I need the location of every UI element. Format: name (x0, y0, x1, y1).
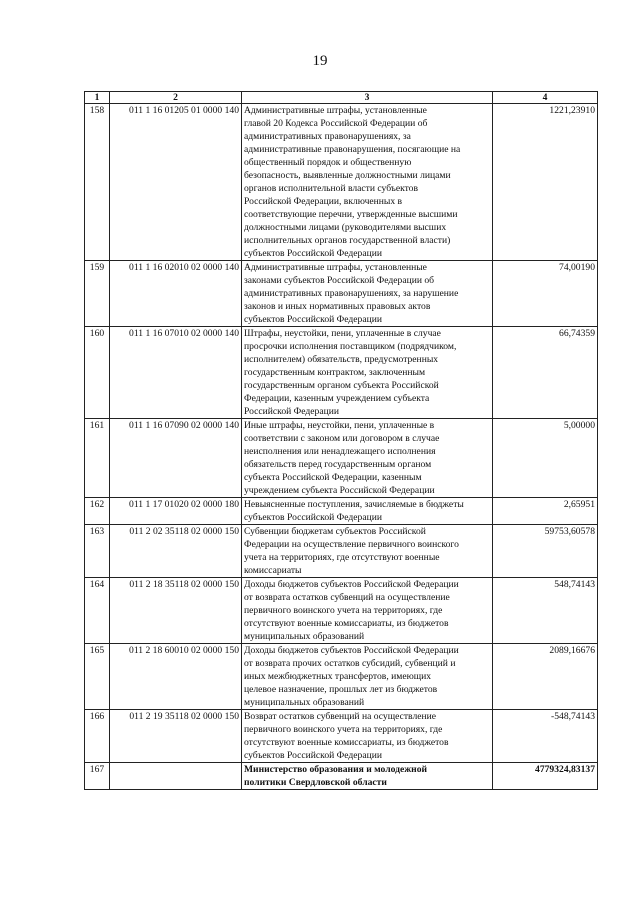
budget-code: 011 1 16 07010 02 0000 140 (110, 327, 242, 419)
description-line: исполнительных органов государственной власти) (244, 235, 451, 246)
description-line: неисполнения или ненадлежащего исполнения (244, 446, 436, 457)
description-line: Российской Федерации (244, 406, 339, 417)
description-line: должностными лицами (руководителями высших (244, 222, 447, 233)
table-body (85, 104, 598, 790)
description-line: комиссариаты (244, 565, 302, 576)
page-number: 19 (312, 53, 328, 69)
description-line: законами субъектов Российской Федерации об (244, 275, 435, 286)
amount: 66,74359 (493, 327, 598, 419)
table-row (85, 261, 598, 327)
amount: 74,00190 (493, 261, 598, 327)
row-number: 160 (85, 327, 110, 419)
income-description (242, 644, 493, 710)
row-number: 159 (85, 261, 110, 327)
column-header-1: 1 (85, 92, 110, 104)
description-line: от возврата прочих остатков субсидий, субвенций и (244, 658, 456, 669)
description-line: законов и иных нормативных правовых актов (244, 301, 431, 312)
table-row (85, 578, 598, 644)
description-line: муниципальных образований (244, 697, 365, 708)
description-line: обязательств перед государственным органом (244, 459, 432, 470)
description-line: административных правонарушениях, за (244, 131, 411, 142)
description-line: исполнителем) обязательств, предусмотренных (244, 354, 439, 365)
description-line: Административные штрафы, установленные (244, 105, 427, 116)
amount: 59753,60578 (493, 525, 598, 578)
income-description (242, 104, 493, 261)
column-header-2: 2 (110, 92, 242, 104)
table-row (85, 498, 598, 525)
description-line: Российской Федерации, включенных в (244, 196, 403, 207)
table-header-row (85, 92, 598, 104)
row-number: 158 (85, 104, 110, 261)
description-line: целевое назначение, прошлых лет из бюджетов (244, 684, 438, 695)
income-description (242, 763, 493, 790)
description-line: учреждением субъекта Российской Федерации (244, 485, 435, 496)
description-line: органов исполнительной власти субъектов (244, 183, 418, 194)
description-line: субъектов Российской Федерации (244, 512, 382, 523)
description-line: первичного воинского учета на территориях, где (244, 605, 443, 616)
table-row (85, 763, 598, 790)
budget-code: 011 1 16 07090 02 0000 140 (110, 419, 242, 498)
description-line: государственным органом субъекта Российской (244, 380, 439, 391)
amount: 5,00000 (493, 419, 598, 498)
income-description (242, 578, 493, 644)
column-header-3: 3 (242, 92, 493, 104)
row-number: 167 (85, 763, 110, 790)
table-row (85, 644, 598, 710)
row-number: 166 (85, 710, 110, 763)
description-line: субъектов Российской Федерации (244, 248, 382, 259)
description-line: отсутствуют военные комиссариаты, из бюджетов (244, 737, 449, 748)
row-number: 162 (85, 498, 110, 525)
row-number: 163 (85, 525, 110, 578)
income-description (242, 710, 493, 763)
table-row (85, 419, 598, 498)
budget-code: 011 2 02 35118 02 0000 150 (110, 525, 242, 578)
description-line: соответствии с законом или договором в случае (244, 433, 440, 444)
description-line: субъектов Российской Федерации (244, 750, 382, 761)
amount: -548,74143 (493, 710, 598, 763)
table-row (85, 710, 598, 763)
description-line: Доходы бюджетов субъектов Российской Федерации (244, 579, 459, 590)
row-number: 164 (85, 578, 110, 644)
budget-code (110, 763, 242, 790)
description-line: Административные штрафы, установленные (244, 262, 427, 273)
description-line: отсутствуют военные комиссариаты, из бюджетов (244, 618, 449, 629)
budget-code: 011 1 16 02010 02 0000 140 (110, 261, 242, 327)
description-line: Федерации на осуществление первичного воинского (244, 539, 459, 550)
budget-code: 011 2 18 35118 02 0000 150 (110, 578, 242, 644)
description-line: иных межбюджетных трансфертов, имеющих (244, 671, 432, 682)
table-row (85, 525, 598, 578)
row-number: 165 (85, 644, 110, 710)
description-line: от возврата остатков субвенций на осуществление (244, 592, 450, 603)
table-row (85, 104, 598, 261)
description-line: просрочки исполнения поставщиком (подрядчиком, (244, 341, 457, 352)
budget-code: 011 1 16 01205 01 0000 140 (110, 104, 242, 261)
description-line: административных правонарушениях, за нарушение (244, 288, 459, 299)
description-line: безопасность, выявленные должностными лицами (244, 170, 451, 181)
amount: 1221,23910 (493, 104, 598, 261)
income-description (242, 498, 493, 525)
amount: 2,65951 (493, 498, 598, 525)
description-line: Доходы бюджетов субъектов Российской Федерации (244, 645, 459, 656)
income-description (242, 261, 493, 327)
description-line: субъектов Российской Федерации (244, 314, 382, 325)
description-line: Субвенции бюджетам субъектов Российской (244, 526, 426, 537)
budget-code: 011 2 19 35118 02 0000 150 (110, 710, 242, 763)
income-description (242, 525, 493, 578)
budget-income-table (84, 91, 598, 790)
amount: 4779324,83137 (493, 763, 598, 790)
column-header-4: 4 (493, 92, 598, 104)
description-line: административные правонарушения, посягающие на (244, 144, 461, 155)
amount: 548,74143 (493, 578, 598, 644)
budget-code: 011 2 18 60010 02 0000 150 (110, 644, 242, 710)
description-line: государственным контрактом, заключенным (244, 367, 426, 378)
table-row (85, 327, 598, 419)
description-line: первичного воинского учета на территориях, где (244, 724, 443, 735)
description-line: учета на территориях, где отсутствуют военные (244, 552, 440, 563)
description-line: главой 20 Кодекса Российской Федерации об (244, 118, 428, 129)
description-line: Министерство образования и молодежной (244, 764, 428, 775)
description-line: Возврат остатков субвенций на осуществление (244, 711, 437, 722)
income-description (242, 327, 493, 419)
row-number: 161 (85, 419, 110, 498)
description-line: соответствующие перечни, утвержденные высшими (244, 209, 458, 220)
budget-code: 011 1 17 01020 02 0000 180 (110, 498, 242, 525)
description-line: Штрафы, неустойки, пени, уплаченные в случае (244, 328, 441, 339)
amount: 2089,16676 (493, 644, 598, 710)
description-line: общественный порядок и общественную (244, 157, 412, 168)
description-line: политики Свердловской области (244, 777, 387, 788)
description-line: Иные штрафы, неустойки, пени, уплаченные в (244, 420, 435, 431)
income-description (242, 419, 493, 498)
description-line: субъекта Российской Федерации, казенным (244, 472, 422, 483)
description-line: муниципальных образований (244, 631, 365, 642)
description-line: Невыясненные поступления, зачисляемые в бюджеты (244, 499, 464, 510)
description-line: Федерации, казенным учреждением субъекта (244, 393, 430, 404)
